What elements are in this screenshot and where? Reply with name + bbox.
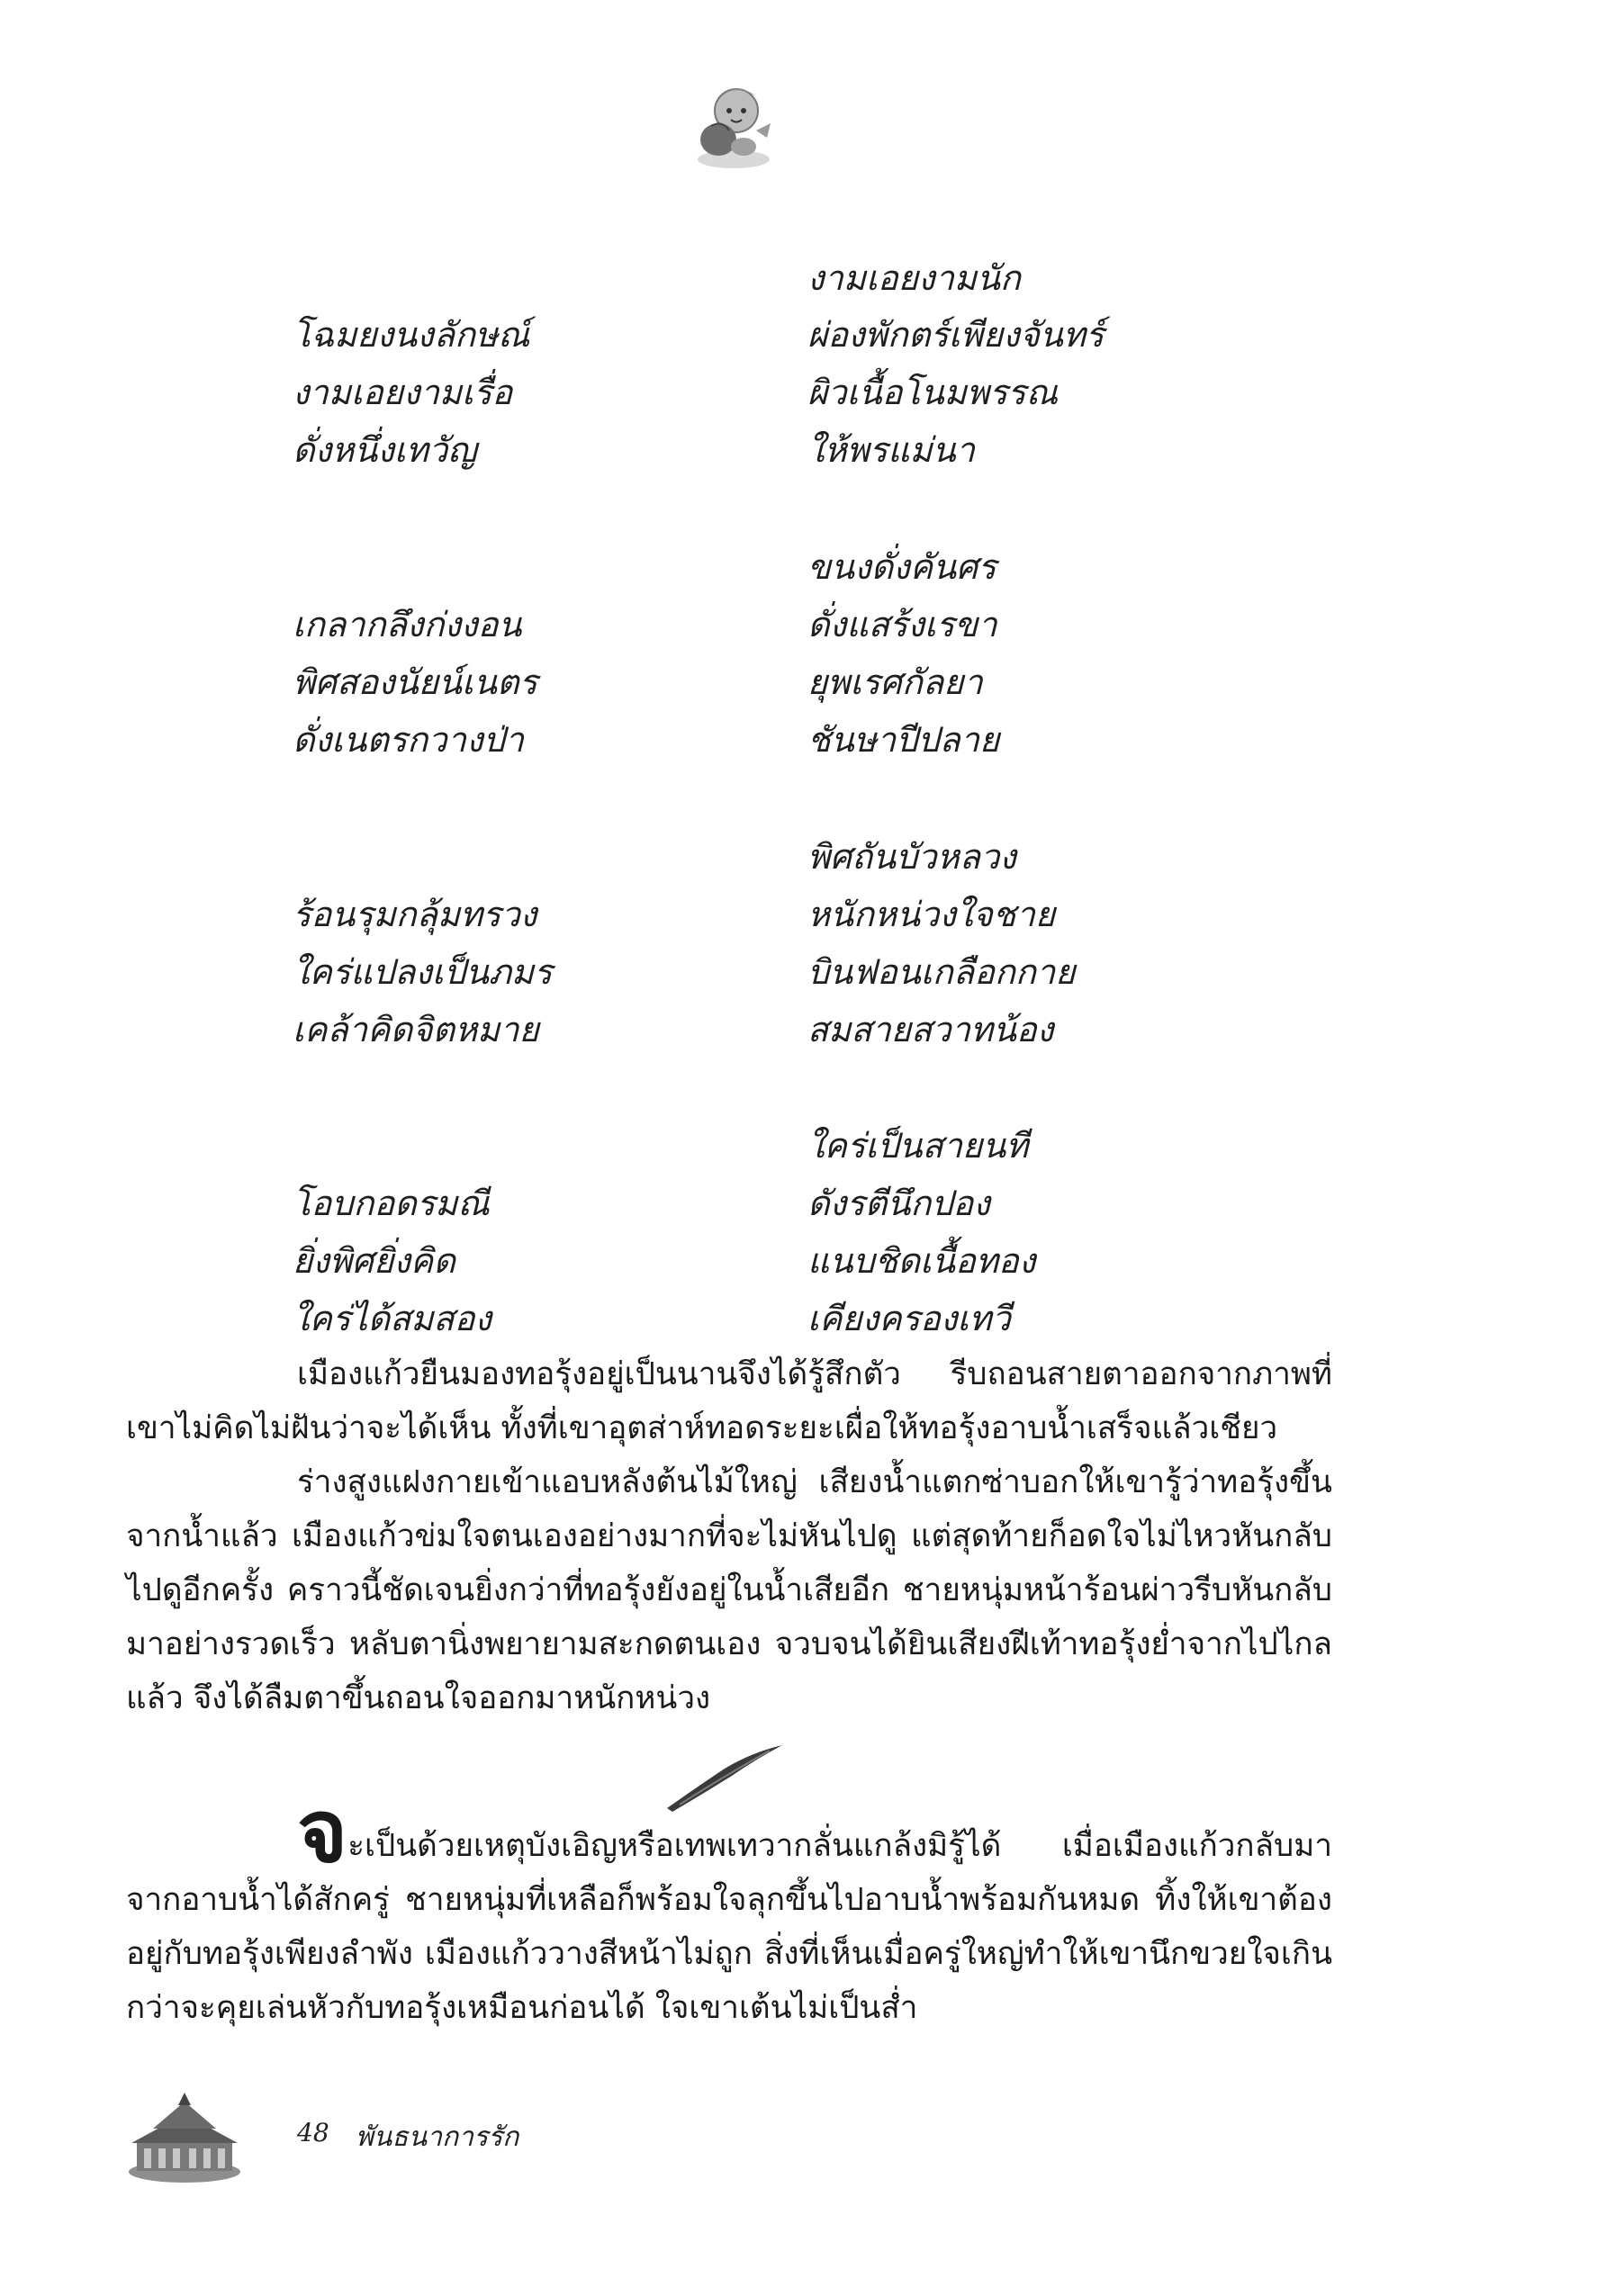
poem-line: พิศสองนัยน์เนตร [293, 662, 538, 702]
poem-line: เคียงครองเทวี [807, 1299, 1011, 1338]
poem-line: ดั่งแสร้งเรขา [807, 605, 997, 644]
poem-line: ดั่งเนตรกวางป่า [293, 720, 524, 760]
poem-line: โอบกอดรมณี [293, 1184, 490, 1223]
book-title: พันธนาการรัก [356, 2121, 519, 2153]
poem-line: ขนงดั่งคันศร [807, 547, 996, 587]
poem-line: ยิ่งพิศยิ่งคิด [293, 1241, 455, 1281]
drop-cap: จ [297, 1781, 348, 1882]
poem-line: เคล้าคิดจิตหมาย [293, 1010, 539, 1049]
dropcap-paragraph [126, 1781, 1332, 2035]
poem-line: งามเอยงามเรื่อ [293, 373, 513, 412]
poem-line: ร้อนรุมกลุ้มทรวง [293, 895, 537, 934]
page-footer [126, 2093, 756, 2183]
brush-stroke-icon [662, 1742, 788, 1814]
poem-line: ให้พรแม่นา [807, 430, 975, 470]
poem-line: พิศถันบัวหลวง [807, 837, 1016, 877]
poem-line: แนบชิดเนื้อทอง [807, 1241, 1036, 1281]
poem-line: หนักหน่วงใจชาย [807, 895, 1056, 934]
poem-line: ใคร่เป็นสายนที [807, 1126, 1029, 1166]
poem-line: เกลากลึงก่งงอน [293, 605, 522, 644]
poem-line: งามเอยงามนัก [807, 258, 1021, 298]
cartoon-emblem-icon [684, 77, 783, 176]
poem-line: ผ่องพักตร์เพียงจันทร์ [807, 315, 1105, 355]
poem-line: ผิวเนื้อโนมพรรณ [807, 373, 1058, 412]
temple-image-icon [126, 2093, 243, 2183]
poem-line: ใคร่แปลงเป็นภมร [293, 952, 553, 992]
poem-line: ชันษาปีปลาย [807, 720, 1000, 760]
poem-line: บินฟอนเกลือกกาย [807, 952, 1076, 992]
poem-line: โฉมยงนงลักษณ์ [293, 315, 530, 355]
page-number: 48 [297, 2118, 329, 2147]
poem-line: ยุพเรศกัลยา [807, 662, 983, 702]
paragraph: ร่างสูงแฝงกายเข้าแอบหลังต้นไม้ใหญ่ เสียงน้ำแตกซ่าบอกให้เขารู้ว่าทอรุ้งขึ้นจากน้ำแล้ว เมืองแก้วข่มใจตนเองอย่างมากที่จะไม่หันไปดู แต่สุดท้ายก็อดใจไม่ไหวหันกลับไปดูอีกครั้ง คราวนี้ชัดเจนยิ่งกว่าที่ทอรุ้งยังอยู่ในน้ำเสียอีก ชายหนุ่มหน้าร้อนผ่าวรีบหันกลับมาอย่างรวดเร็ว หลับตานิ่งพยายามสะกดตนเอง จวบจนได้ยินเสียงฝีเท้าทอรุ้งย่ำจากไปไกลแล้ว จึงได้ลืมตาขึ้นถอนใจออกมาหนักหน่วง [126, 1464, 1332, 1716]
paragraph: ะเป็นด้วยเหตุบังเอิญหรือเทพเทวากลั่นแกล้งมิรู้ได้ เมื่อเมืองแก้วกลับมาจากอาบน้ำได้สักครู่ ชายหนุ่มที่เหลือก็พร้อมใจลุกขึ้นไปอาบน้ำพร้อมกันหมด ทิ้งให้เขาต้องอยู่กับทอรุ้งเพียงลำพัง เมืองแก้ววางสีหน้าไม่ถูก สิ่งที่เห็นเมื่อครู่ใหญ่ทำให้เขานึกขวยใจเกินกว่าจะคุยเล่นหัวกับทอรุ้งเหมือนก่อนได้ ใจเขาเต้นไม่เป็นส่ำ [126, 1828, 1332, 2026]
poem-line: สมสายสวาทน้อง [807, 1010, 1054, 1049]
prose-body [126, 1347, 1332, 1725]
poem-line: ดั่งหนึ่งเทวัญ [293, 430, 477, 470]
paragraph: เมืองแก้วยืนมองทอรุ้งอยู่เป็นนานจึงได้รู้สึกตัว รีบถอนสายตาออกจากภาพที่เขาไม่คิดไม่ฝันว่าจะได้เห็น ทั้งที่เขาอุตส่าห์ทอดระยะเผื่อให้ทอรุ้งอาบน้ำเสร็จแล้วเชียว [126, 1356, 1332, 1446]
poem-line: ดังรตีนึกปอง [807, 1184, 990, 1223]
poem-line: ใคร่ได้สมสอง [293, 1299, 491, 1338]
